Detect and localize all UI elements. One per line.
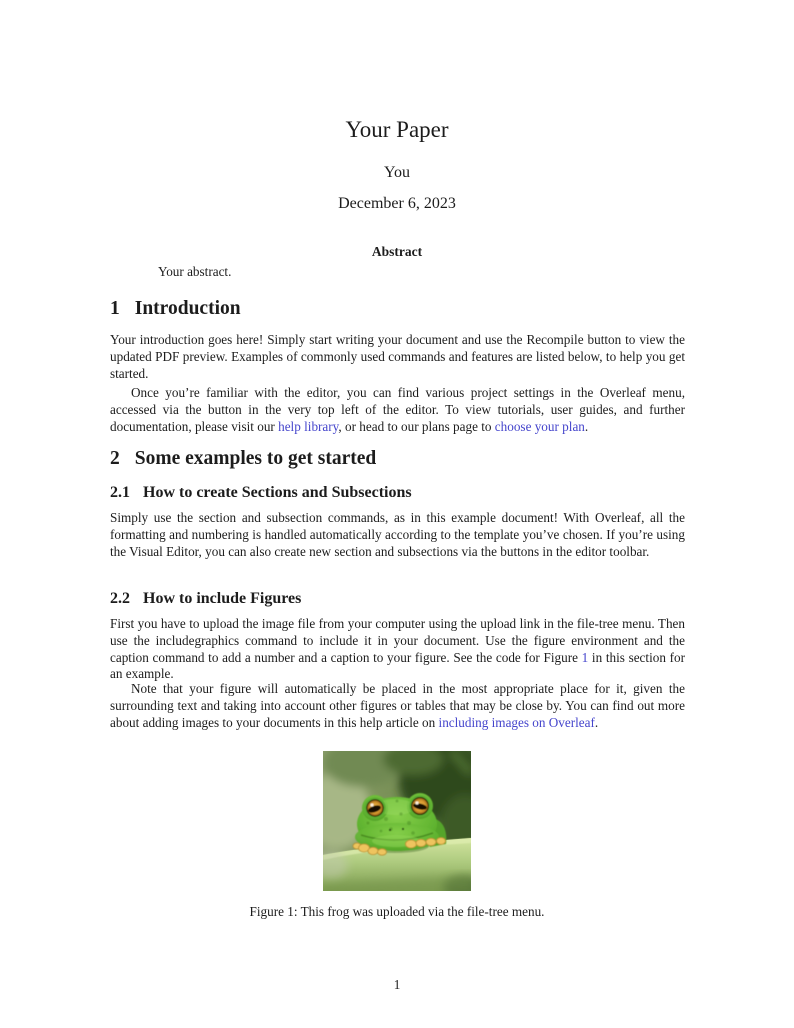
frog-nostril [389, 829, 391, 831]
frog-photo-image [323, 751, 471, 891]
choose-your-plan-link[interactable]: choose your plan [494, 418, 585, 434]
figure-1-reference-link[interactable]: 1 [581, 649, 589, 665]
abstract-heading: Abstract [371, 244, 423, 259]
paper-author: You [384, 164, 410, 181]
subsection-2-1-heading [110, 484, 412, 502]
figure-1 [323, 751, 471, 891]
text-run: First you have to upload the image file from your computer using the upload link in the file-tree menu. Then use the includegraphics command to include it in your document. Use the figure environment and the caption command to add a number and a caption to your figure. See the code for Figure [110, 616, 685, 665]
section-1-number: 1 [110, 298, 120, 319]
help-library-link[interactable]: help library [278, 418, 339, 434]
subsection-2-2-number: 2.2 [110, 590, 130, 607]
figures-paragraph-1 [110, 616, 685, 683]
section-2-title: Some examples to get started [134, 448, 377, 469]
figures-paragraph-2 [110, 681, 685, 731]
text-run: in this section for an example. [110, 649, 685, 682]
text-run: Note that your figure will automatically be placed in the most appropriate place for it, given the surrounding text and taking into account other figures or tables that may be close by. You can find out more about adding images to your documents in this help article on [110, 681, 685, 730]
text-run: . [594, 714, 599, 730]
including-images-link[interactable]: including images on Overleaf [438, 714, 595, 730]
text-run: , or head to our plans page to [338, 418, 495, 434]
text-run: . [584, 418, 589, 434]
page-number: 1 [393, 977, 401, 992]
text-run: Once you’re familiar with the editor, you can find various project settings in the Overleaf menu, accessed via the button in the very top left of the editor. To view tutorials, user guides, and further documentation, please visit our [110, 385, 685, 434]
intro-paragraph-1: Your introduction goes here! Simply start writing your document and use the Recompile button to view the updated PDF preview. Examples of commonly used commands and features are listed below, to help you get started. [110, 332, 685, 381]
abstract-text: Your abstract. [158, 264, 232, 279]
subsection-2-2-title: How to include Figures [143, 590, 302, 607]
intro-paragraph-2 [110, 385, 685, 435]
section-1-title: Introduction [134, 298, 241, 319]
section-2-number: 2 [110, 448, 120, 469]
subsection-2-2-heading [110, 590, 301, 608]
sections-paragraph: Simply use the section and subsection commands, as in this example document! With Overleaf, all the formatting and numbering is handled automatically according to the template you’ve chosen. If you’re using the Visual Editor, you can also create new section and subsections via the buttons in the editor toolbar. [110, 510, 685, 559]
subsection-2-1-number: 2.1 [110, 484, 130, 501]
section-2-heading [110, 448, 376, 469]
subsection-2-1-title: How to create Sections and Subsections [143, 484, 412, 501]
paper-date: December 6, 2023 [338, 195, 456, 212]
figure-caption: Figure 1: This frog was uploaded via the file-tree menu. [249, 904, 545, 919]
frog [353, 793, 446, 855]
paper-title: Your Paper [345, 117, 449, 142]
section-1-heading [110, 298, 241, 319]
frog-nostril [402, 828, 404, 830]
